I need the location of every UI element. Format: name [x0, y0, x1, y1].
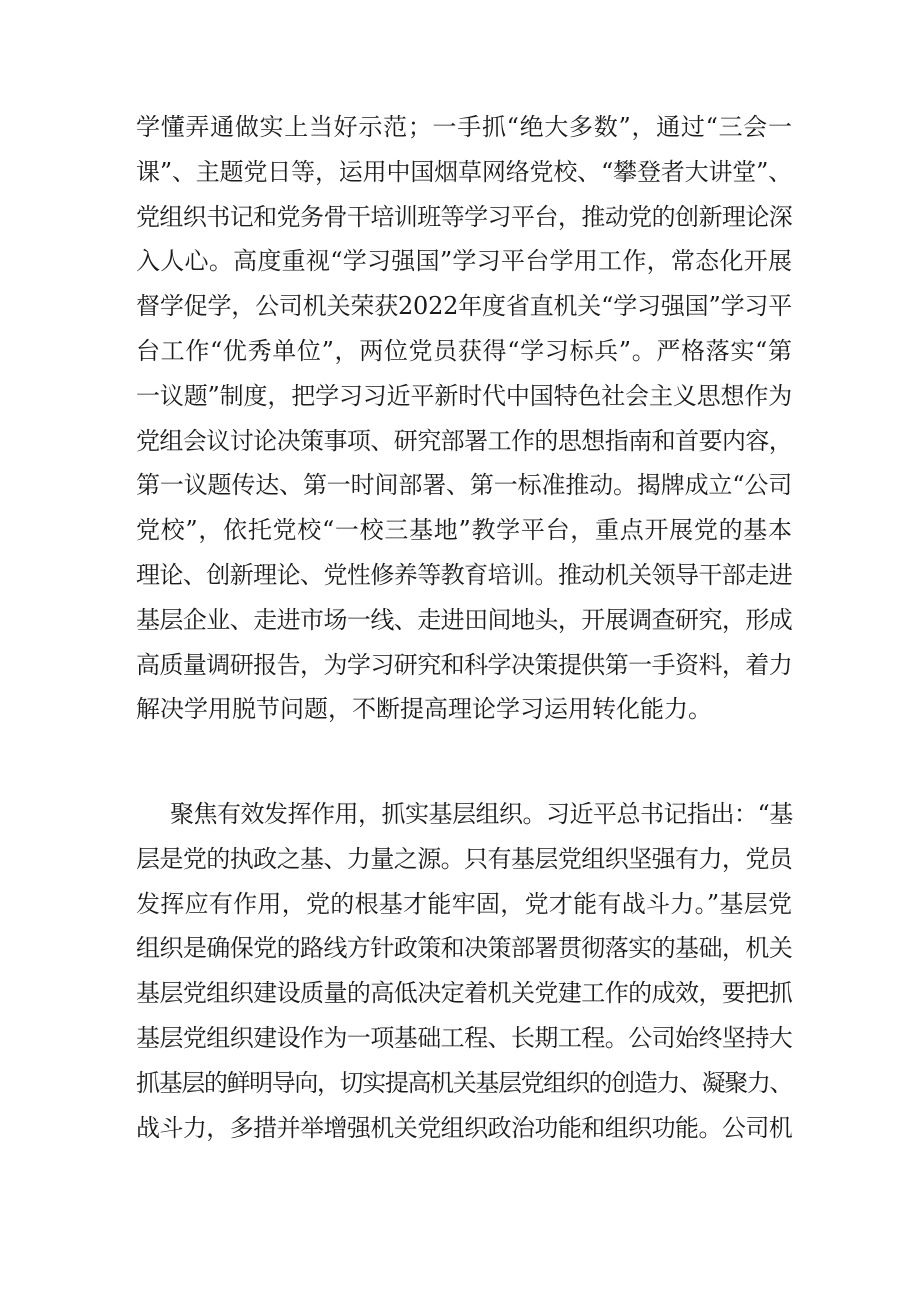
- text-line: 第一议题传达、第一时间部署、第一标准推动。揭牌成立“公司: [136, 471, 792, 500]
- text-line: 基层企业、走进市场一线、走进田间地头，开展调查研究，形成: [136, 605, 792, 634]
- text-line: 抓基层的鲜明导向，切实提高机关基层党组织的创造力、凝聚力、: [136, 1068, 792, 1097]
- text-line: 解决学用脱节问题，不断提高理论学习运用转化能力。: [136, 695, 712, 724]
- text-line: 战斗力，多措并举增强机关党组织政治功能和组织功能。公司机: [136, 1113, 792, 1142]
- text-line: 发挥应有作用，党的根基才能牢固，党才能有战斗力。”基层党: [136, 889, 792, 918]
- text-line: 层是党的执政之基、力量之源。只有基层党组织坚强有力，党员: [136, 844, 792, 873]
- text-line: 课”、主题党日等，运用中国烟草网络党校、“攀登者大讲堂”、: [136, 157, 792, 186]
- text-line: 学懂弄通做实上当好示范；一手抓“绝大多数”，通过“三会一: [136, 113, 792, 141]
- text-line: 党组会议讨论决策事项、研究部署工作的思想指南和首要内容，: [136, 426, 792, 455]
- paragraph-1: [136, 105, 792, 732]
- text-line: 党校”，依托党校“一校三基地”教学平台，重点开展党的基本: [136, 516, 792, 545]
- text-line: 基层党组织建设作为一项基础工程、长期工程。公司始终坚持大: [136, 1023, 792, 1052]
- text-line: 台工作“优秀单位”，两位党员获得“学习标兵”。严格落实“第: [136, 336, 792, 365]
- text-line: 基层党组织建设质量的高低决定着机关党建工作的成效，要把抓: [136, 979, 792, 1008]
- text-line: 党组织书记和党务骨干培训班等学习平台，推动党的创新理论深: [136, 202, 792, 231]
- text-line: 聚焦有效发挥作用，抓实基层组织。习近平总书记指出：“基: [170, 800, 793, 828]
- text-line: 入人心。高度重视“学习强国”学习平台学用工作，常态化开展: [136, 247, 792, 276]
- text-line: 一议题”制度，把学习习近平新时代中国特色社会主义思想作为: [136, 381, 792, 410]
- paragraph-2: [136, 792, 792, 1150]
- text-line: 高质量调研报告，为学习研究和科学决策提供第一手资料，着力: [136, 650, 792, 679]
- text-line: 督学促学，公司机关荣获2022年度省直机关“学习强国”学习平: [136, 292, 792, 321]
- text-line: 组织是确保党的路线方针政策和决策部署贯彻落实的基础，机关: [136, 934, 792, 963]
- text-line: 理论、创新理论、党性修养等教育培训。推动机关领导干部走进: [136, 560, 792, 589]
